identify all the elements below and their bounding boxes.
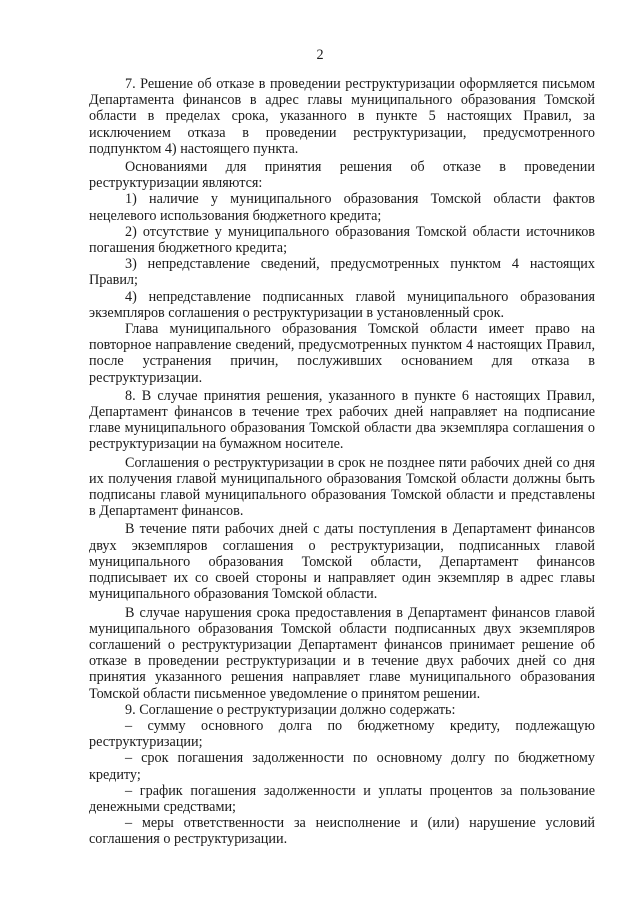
dash-item-liability: – меры ответственности за неисполнение и (или) нарушение условий соглашения о реструктуризации. bbox=[89, 815, 595, 848]
paragraph-signing-deadline: Соглашения о реструктуризации в срок не позднее пяти рабочих дней со дня их получения главой муниципального образования Томской области должны быть подписаны главой муниципального образования Томской области и представлены в Департамент финансов. bbox=[89, 454, 595, 520]
document-body bbox=[89, 76, 595, 848]
page-number: 2 bbox=[316, 47, 324, 63]
paragraph-deadline-violation: В случае нарушения срока предоставления в Департамент финансов главой муниципального образования Томской области подписанных двух экземпляров соглашений о реструктуризации Департамент финансов принимает решение об отказе в проведении реструктуризации и в течение двух рабочих дней со дня принятия указанного решения направляет главе муниципального образования Томской области письменное уведомление о принятом решении. bbox=[89, 604, 595, 702]
list-item-1: 1) наличие у муниципального образования Томской области фактов нецелевого использования бюджетного кредита; bbox=[89, 191, 595, 224]
paragraph-grounds-intro: Основаниями для принятия решения об отказе в проведении реструктуризации являются: bbox=[89, 159, 595, 192]
paragraph-7: 7. Решение об отказе в проведении реструктуризации оформляется письмом Департамента финансов в адрес главы муниципального образования Томской области в пределах срока, указанного в пункте 5 настоящих Правил, за исключением отказа в проведении реструктуризации, предусмотренного подпунктом 4) настоящего пункта. bbox=[89, 76, 595, 157]
paragraph-department-signing: В течение пяти рабочих дней с даты поступления в Департамент финансов двух экземпляров соглашения о реструктуризации, подписанных главой муниципального образования Томской области, Департамент финансов подписывает их со своей стороны и направляет один экземпляр в адрес главы муниципального образования Томской области. bbox=[89, 521, 595, 603]
list-item-3: 3) непредставление сведений, предусмотренных пунктом 4 настоящих Правил; bbox=[89, 256, 595, 289]
dash-item-term: – срок погашения задолженности по основному долгу по бюджетному кредиту; bbox=[89, 750, 595, 783]
dash-item-schedule: – график погашения задолженности и уплаты процентов за пользование денежными средствами; bbox=[89, 782, 595, 815]
paragraph-repeat-submission: Глава муниципального образования Томской области имеет право на повторное направление сведений, предусмотренных пунктом 4 настоящих Правил, после устранения причин, послуживших основанием для отказа в реструктуризации. bbox=[89, 321, 595, 386]
list-item-2: 2) отсутствие у муниципального образования Томской области источников погашения бюджетного кредита; bbox=[89, 223, 595, 257]
paragraph-9: 9. Соглашение о реструктуризации должно содержать: bbox=[125, 701, 456, 718]
list-item-4: 4) непредставление подписанных главой муниципального образования экземпляров соглашения о реструктуризации в установленный срок. bbox=[89, 288, 595, 321]
dash-item-principal: – сумму основного долга по бюджетному кредиту, подлежащую реструктуризации; bbox=[89, 717, 595, 751]
paragraph-8: 8. В случае принятия решения, указанного в пункте 6 настоящих Правил, Департамент финансов в течение трех рабочих дней направляет на подписание главе муниципального образования Томской области два экземпляра соглашения о реструктуризации на бумажном носителе. bbox=[89, 387, 595, 453]
